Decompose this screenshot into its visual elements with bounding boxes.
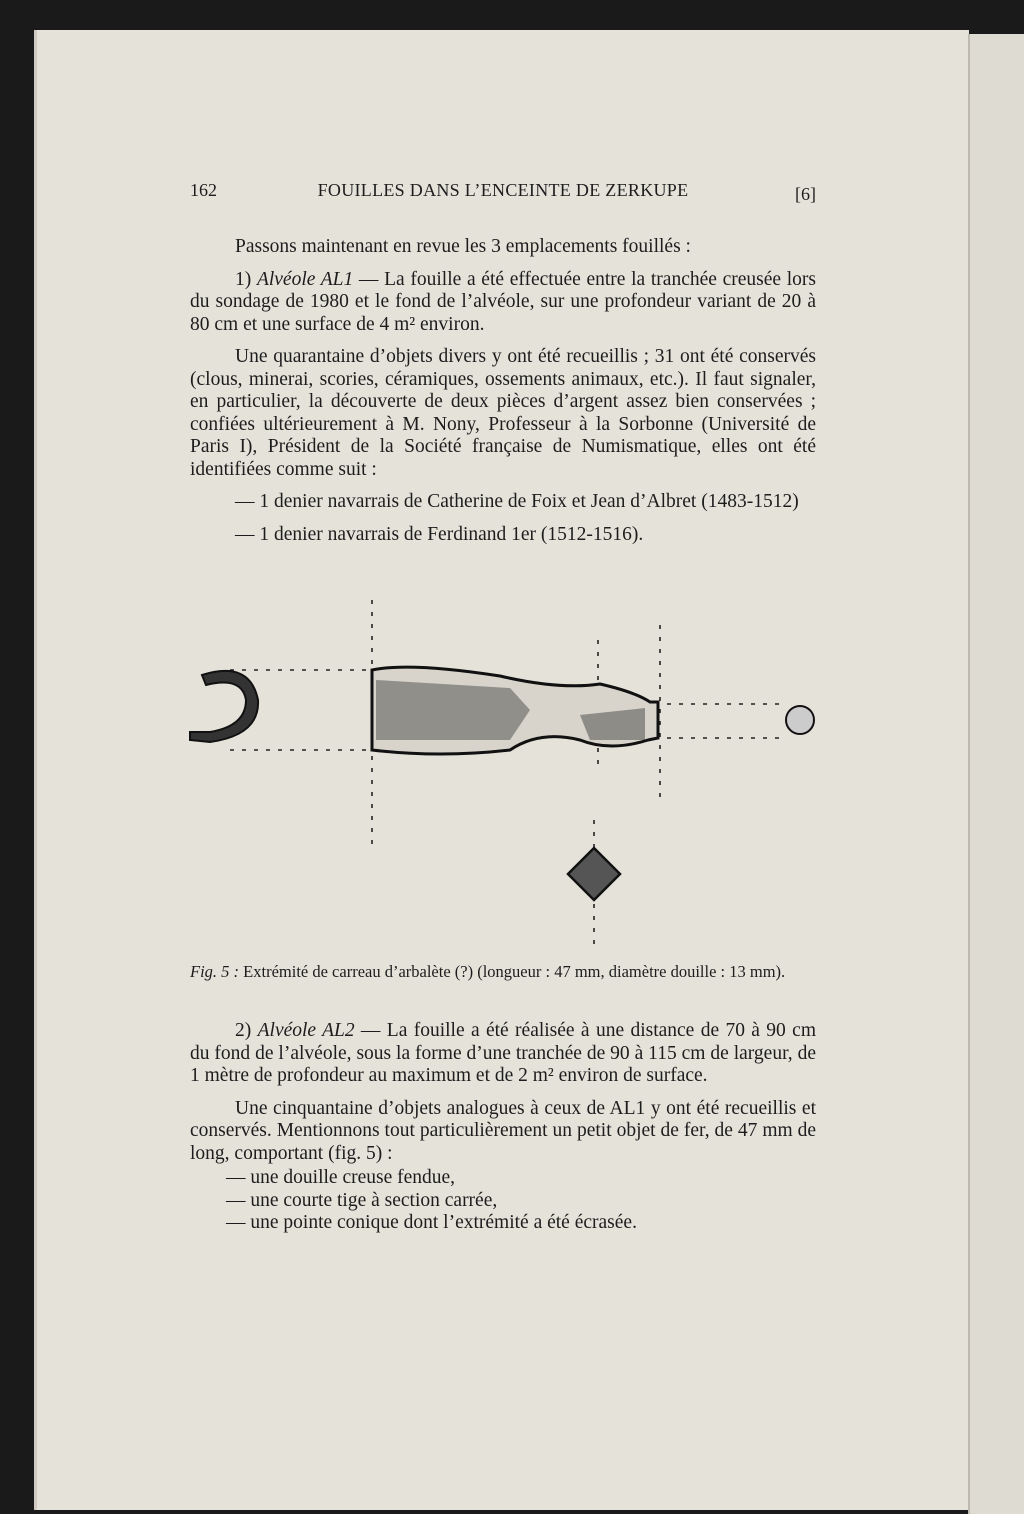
paragraph-al1: [190, 269, 816, 337]
item-title: Alvéole AL2: [257, 1020, 355, 1041]
paragraph: — 1 denier navarrais de Ferdinand 1er (1512-1516).: [235, 523, 644, 545]
running-title: FOUILLES DANS L’ENCEINTE DE ZERKUPE: [317, 180, 689, 200]
figure-drawing-crossbow-bolt: [180, 590, 830, 960]
figure-caption: [190, 962, 790, 982]
body-text-top: [190, 236, 816, 556]
item-text: — La fouille a été effectuée entre la tranchée creusée lors du sondage de 1980 et le fond de l’alvéole, sur une profondeur variant de 20 à 80 cm et une surface de 4 m² environ.: [190, 268, 816, 335]
figure-caption-text: Extrémité de carreau d’arbalète (?) (longueur : 47 mm, diamètre douille : 13 mm).: [243, 962, 786, 981]
item-number: 2): [235, 1020, 258, 1041]
item-text: — La fouille a été réalisée à une distance de 70 à 90 cm du fond de l’alvéole, sous la forme d’une tranchée de 90 à 115 cm de largeur, de 1 mètre de profondeur au maximum et de 2 m² environ de surface.: [190, 1020, 816, 1086]
page-number: 162: [190, 180, 217, 200]
figure-label: Fig. 5 :: [190, 962, 240, 981]
section-number: [6]: [795, 184, 816, 204]
paragraph: Une quarantaine d’objets divers y ont été recueillis ; 31 ont été conservés (clous, minerai, scories, céramiques, ossements animaux, etc.). Il faut signaler, en particulier, la découverte de deux pièces d’argent assez bien conservées ; confiées ultérieurement à M. Nony, Professeur à la Sorbonne (Université de Paris I), Président de la Société française de Numismatique, elles ont été identifiées comme suit :: [190, 346, 816, 480]
item-number: 1): [235, 268, 257, 290]
body-text-bottom: [190, 1020, 816, 1235]
paragraph: Une cinquantaine d’objets analogues à ceux de AL1 y ont été recueillis et conservés. Mentionnons tout particulièrement un petit objet de fer, de 47 mm de long, comportant (fig. 5) :: [190, 1097, 816, 1164]
list-item: — une courte tige à section carrée,: [226, 1189, 498, 1211]
adjacent-page-edge: [968, 34, 1024, 1514]
paragraph-al2: [190, 1020, 816, 1088]
item-title: Alvéole AL1: [256, 268, 354, 290]
paragraph: — 1 denier navarrais de Catherine de Foix et Jean d’Albret (1483-1512): [235, 491, 799, 512]
list-item: — une pointe conique dont l’extrémité a été écrasée.: [226, 1212, 637, 1233]
list-item: — une douille creuse fendue,: [226, 1167, 456, 1188]
paragraph: Passons maintenant en revue les 3 emplacements fouillés :: [235, 236, 691, 257]
